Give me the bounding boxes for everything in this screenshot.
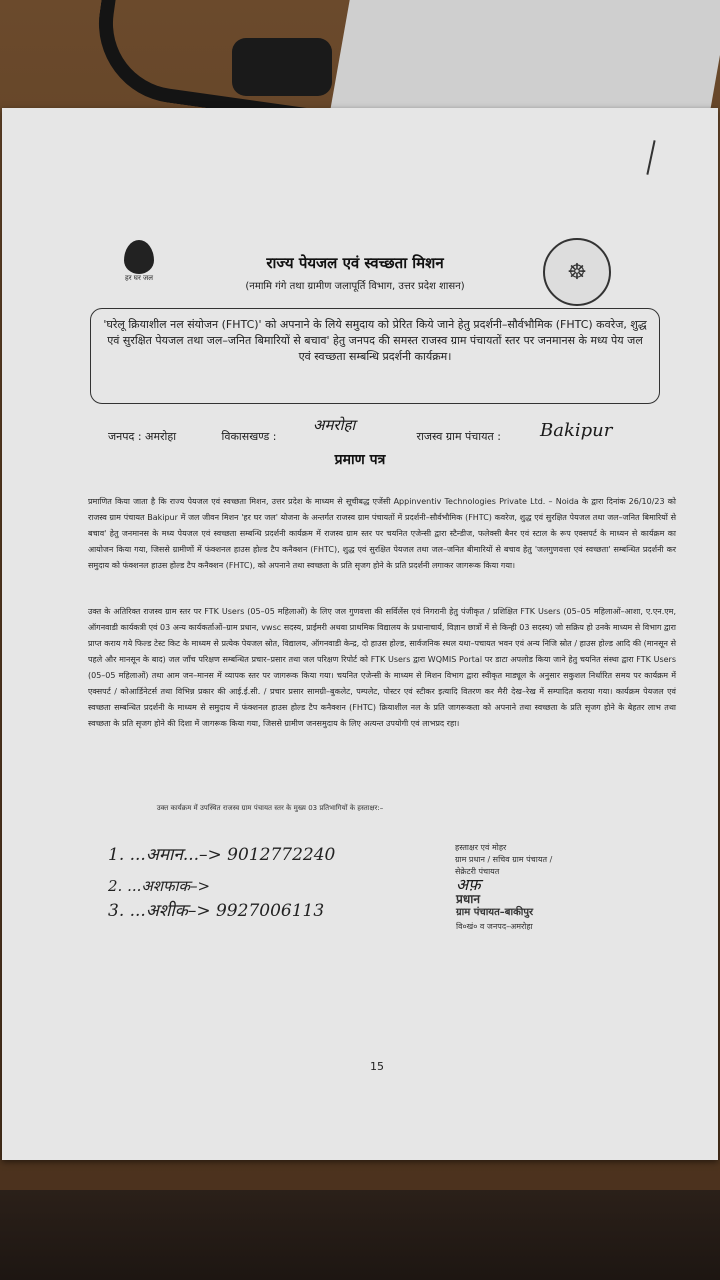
certificate-title: प्रमाण पत्र <box>334 452 386 468</box>
stamp-panchayat: ग्राम पंचायत–बाकीपुर <box>456 907 534 918</box>
participant-3: 3. ...अशीक–> 9927006113 <box>108 901 325 921</box>
floor <box>0 1190 720 1280</box>
up-govt-emblem-icon: ☸ <box>543 238 611 306</box>
signatures-intro: उक्त कार्यक्रम में उपस्थित राजस्व ग्राम पंचायत स्तर के मुख्य 03 प्रतिभागियों के हस्ताक्षर:– <box>156 804 384 812</box>
stamp-title: प्रधान <box>456 892 480 906</box>
mission-subtitle: (नमामि गंगे तथा ग्रामीण जलापूर्ति विभाग, उत्तर प्रदेश शासन) <box>245 281 465 292</box>
district-label: जनपद : अमरोहा <box>108 430 177 443</box>
cable-plug <box>232 38 332 96</box>
participant-2: 2. ...अशफाक–> <box>108 877 211 895</box>
program-description: 'घरेलू क्रियाशील नल संयोजन (FHTC)' को अपनाने के लिये समुदाय को प्रेरित किये जाने हेतु प्रदर्शनी–सौर्वभौमिक (FHTC) कवरेज, शुद्ध एवं सुरक्षित पेयजल तथा जल–जनित बिमारियों से बचाव' हेतु जनपद की समस्त राजस्व ग्राम पंचायतों स्तर पर जनमानस के मध्य पेय जल एवं स्वच्छता सम्बन्धि प्रदर्शनी कार्यक्रम। <box>103 318 647 363</box>
logo-caption: हर घर जल <box>125 274 153 282</box>
stamp-signature: अफ़ <box>456 875 481 894</box>
program-description-box <box>90 308 660 404</box>
panchayat-label: राजस्व ग्राम पंचायत : <box>416 430 501 443</box>
certificate-paragraph-2: उक्त के अतिरिक्त राजस्व ग्राम स्तर पर FTK Users (05–05 महिलाओं) के लिए जल गुणवत्ता की सर्विलेंस एवं निगरानी हेतु पंजीकृत / प्रशिक्षित FTK Users (05–05 महिलाओं–आशा, ए.एन.एम, ऑगनवाडी कार्यकत्री एवं 03 अन्य कार्यकर्ताओं–ग्राम प्रधान, vwsc सदस्य, प्राईमरी अथवा प्राथमिक विद्यालय के प्रधानाचार्य, विज्ञान छात्रों में से किन्ही 03 सदस्य) जो सक्रिय हो उनके माध्यम से विभाग द्वारा प्राप्त कराय गये फिल्ड टेस्ट किट के माध्यम से प्रत्येक पेयजल स्रोत, विद्यालय, ऑगनवाडी केन्द्र, दो हाउस होल्ड, सार्वजनिक स्थल यथा–पचायत भवन एवं अन्य निजि स्रोत / हाउस होल्ड आदि की (मानसून से पहले और मानसून के बाद) जल जाँच परिक्षण सम्बन्धित प्रचार–प्रसार तथा जल परिक्षण रिपोर्ट को FTK Users द्वारा WQMIS Portal पर डाटा अपलोड किया जाने हेतु चयनित संस्था द्वारा FTK Users (05–05 महिलाओं) तथा आम जन–मानस में व्यापक स्तर पर जागरूक किया गया। चयनित एजेन्सी के माध्यम से मिशन विभाग द्वारा स्वीकृत माड्यूल के अनुसार सकुशल निर्धारित समय पर कार्यक्रम में एक्सपर्ट / कोआर्डिनेटर्स तथा विभिन्न प्रकार की आई.ई.सी. / प्रचार प्रसार सामग्री–बुकलेट, पम्पलेट, पोस्टर एवं स्टीकर इत्यादि वितरण कर मैरी देख–रेख में सम्पादित कराया गया। कार्यक्रम पेयजल एवं स्वच्छता सम्बन्धित प्रदर्शनी के माध्यम से समुदाय में फंक्शनल हाउस होल्ड टैप कनैक्शन (FHTC) क्रियाशील नल के प्रति जागरूकता को अपनाने तथा स्वच्छता के प्रति सृजग होने के बेहतर लाभ तथा स्वच्छता के प्रति सृजग होने की दिशा में जागरूक किया गया, जिससे ग्रामीण जनसमुदाय के लिए अत्यन्त उपयोगी एवं लाभप्रद रहा। <box>88 607 676 728</box>
certificate-paragraph-1: प्रमाणित किया जाता है कि राज्य पेयजल एवं स्वच्छता मिशन, उत्तर प्रदेश के माध्यम से सूचीबद्ध एजेंसी Appinventiv Technologies Private Ltd. – Noida के द्वारा दिनांक 26/10/23 को राजस्व ग्राम पंचायत Bakipur में जल जीवन मिशन 'हर घर जल' योजना के अन्तर्गत राजस्व ग्राम पंचायतों में प्रदर्शनी–सौर्वभौमिक (FHTC) कवरेज, शुद्ध एवं सुरक्षित पेयजल तथा जल–जनित बिमारियों से बचाव' हेतु जनमानस के मध्य पेयजल एवं स्वच्छता सम्बन्धि प्रदर्शनी कार्यक्रम में राजस्व ग्राम स्तर पर चयनित एजेन्सी द्वारा स्टैन्डीज, फलेक्सी बैनर एवं स्टाल के रूप एक्सपर्ट के माध्यन से कार्यक्रम का आयोजन किया गया, जिससे ग्रामीणों में फंक्शनल हाउस होल्ड टैप कनैक्शन (FHTC), शुद्ध एवं सुरक्षित पेयजल तथा जल–जनित बीमारियों से बचाव हेतु 'जलगुणवत्ता एवं स्वच्छता' सम्बन्धित प्रदर्शनी कर समुदाय को फंक्शनल हाउस होल्ड टैप कनैक्शन (FHTC), को अपनाने तथा स्वच्छता के प्रति सृजग होने के प्रति प्रदर्शनी लगाकर जागरूक किया गया। <box>88 497 676 570</box>
block-value: अमरोहा <box>313 416 356 434</box>
panchayat-value: Bakipur <box>540 420 613 441</box>
pradhan-stamp <box>456 875 606 934</box>
participant-1: 1. ...अमान...–> 9012772240 <box>108 845 336 865</box>
block-label: विकासखण्ड : <box>221 430 277 443</box>
stamp-block: वि०खं० व जनपद–अमरोहा <box>456 922 533 931</box>
location-fields <box>108 416 668 445</box>
water-drop-icon <box>124 240 154 274</box>
mission-title: राज्य पेयजल एवं स्वच्छता मिशन <box>266 254 444 272</box>
page-number: 15 <box>370 1060 384 1073</box>
signer-label: हस्ताक्षर एवं मोहर ग्राम प्रधान / सचिव ग्राम पंचायत / सेक्रेटरी पंचायत <box>455 843 553 876</box>
background-sheet <box>330 0 720 110</box>
har-ghar-jal-logo <box>114 240 164 304</box>
